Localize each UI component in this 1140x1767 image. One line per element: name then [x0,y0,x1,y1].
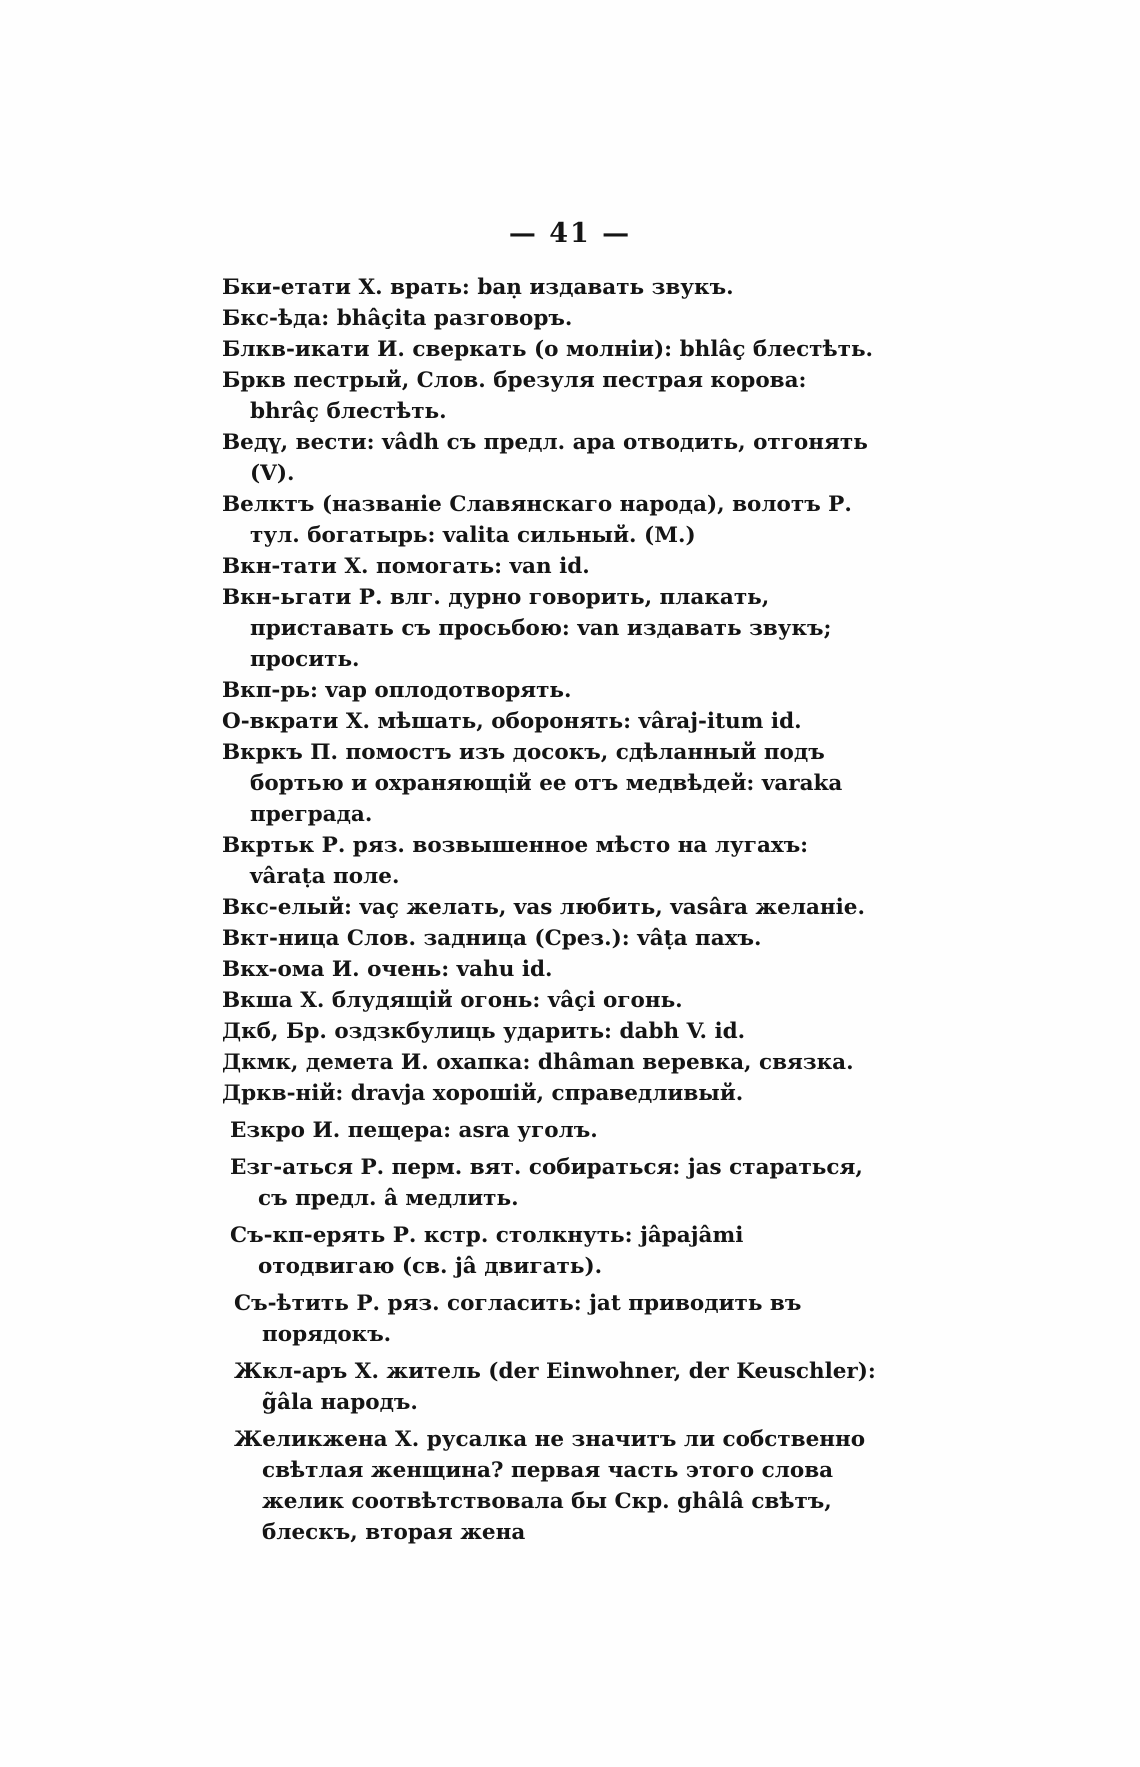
dictionary-entry: Велктъ (названіе Славянскаго народа), волотъ Р. тул. богатырь: valita сильный. (М.) [222,492,852,548]
dictionary-entry: Жкл-аръ Х. житель (der Einwohner, der Keuschler): g̃âla народъ. [234,1359,876,1415]
dictionary-entry: Бркв пестрый, Слов. брезуля пестрая корова: bhrâç блестѣть. [222,368,807,424]
dictionary-entry: Вкх-ома И. очень: vahu id. [222,957,553,982]
dictionary-entry: Вкс-елый: vaç желать, vas любить, vasâra желаніе. [222,895,865,920]
dictionary-entry: Дкмк, демета И. охапка: dhâman веревка, связка. [222,1050,854,1075]
dictionary-entry: Вкт-ница Слов. задница (Срез.): vâṭa пахъ. [222,926,762,951]
dictionary-entry: Съ-ѣтить Р. ряз. согласить: jat приводить въ порядокъ. [234,1291,802,1347]
dictionary-entry: Съ-кп-ерять Р. кстр. столкнуть: jâpajâmi отодвигаю (св. jâ двигать). [230,1223,744,1279]
dictionary-entry: О-вкрати Х. мѣшать, оборонять: vâraj-itum id. [222,709,802,734]
dictionary-entry: Блкв-икати И. сверкать (о молніи): bhlâç блестѣть. [222,337,874,362]
dictionary-entry: Дркв-ній: dravja хорошій, справедливый. [222,1081,744,1106]
dictionary-entry: Дкб, Бр. оздзкбулиць ударить: dabh V. id. [222,1019,746,1044]
dictionary-entry: Желикжена Х. русалка не значитъ ли собственно свѣтлая женщина? первая часть этого слова желик соотвѣтствовала бы Скр. ghâlâ свѣтъ, блескъ, вторая жена [234,1427,866,1545]
dictionary-entry: Ведү, вести: vâdh съ предл. ара отводить, отгонять (V). [222,430,868,486]
dictionary-entry: Вкн-ьгати Р. влг. дурно говорить, плакать, приставать съ просьбою: van издавать звукъ; просить. [222,585,832,672]
page-number: — 41 — [508,218,632,249]
dictionary-entry: Езг-аться Р. перм. вят. собираться: jas стараться, съ предл. â медлить. [230,1155,863,1211]
dictionary-entries [222,272,882,1548]
dictionary-entry: Вкркъ П. помостъ изъ досокъ, сдѣланный подъ бортью и охраняющій ее отъ медвѣдей: varaka преграда. [222,740,843,827]
dictionary-entry: Вкн-тати Х. помогать: van id. [222,554,590,579]
dictionary-entry: Вкртьк Р. ряз. возвышенное мѣсто на лугахъ: vâraṭa поле. [222,833,809,889]
dictionary-entry: Бкс-ѣда: bhâçita разговоръ. [222,306,573,331]
dictionary-entry: Езкро И. пещера: asra уголъ. [230,1118,598,1143]
dictionary-entry: Вкп-рь: vap оплодотворять. [222,678,572,703]
dictionary-entry: Вкша Х. блудящій огонь: vâçi огонь. [222,988,683,1013]
dictionary-entry: Бки-етати Х. врать: baṇ издавать звукъ. [222,275,734,300]
